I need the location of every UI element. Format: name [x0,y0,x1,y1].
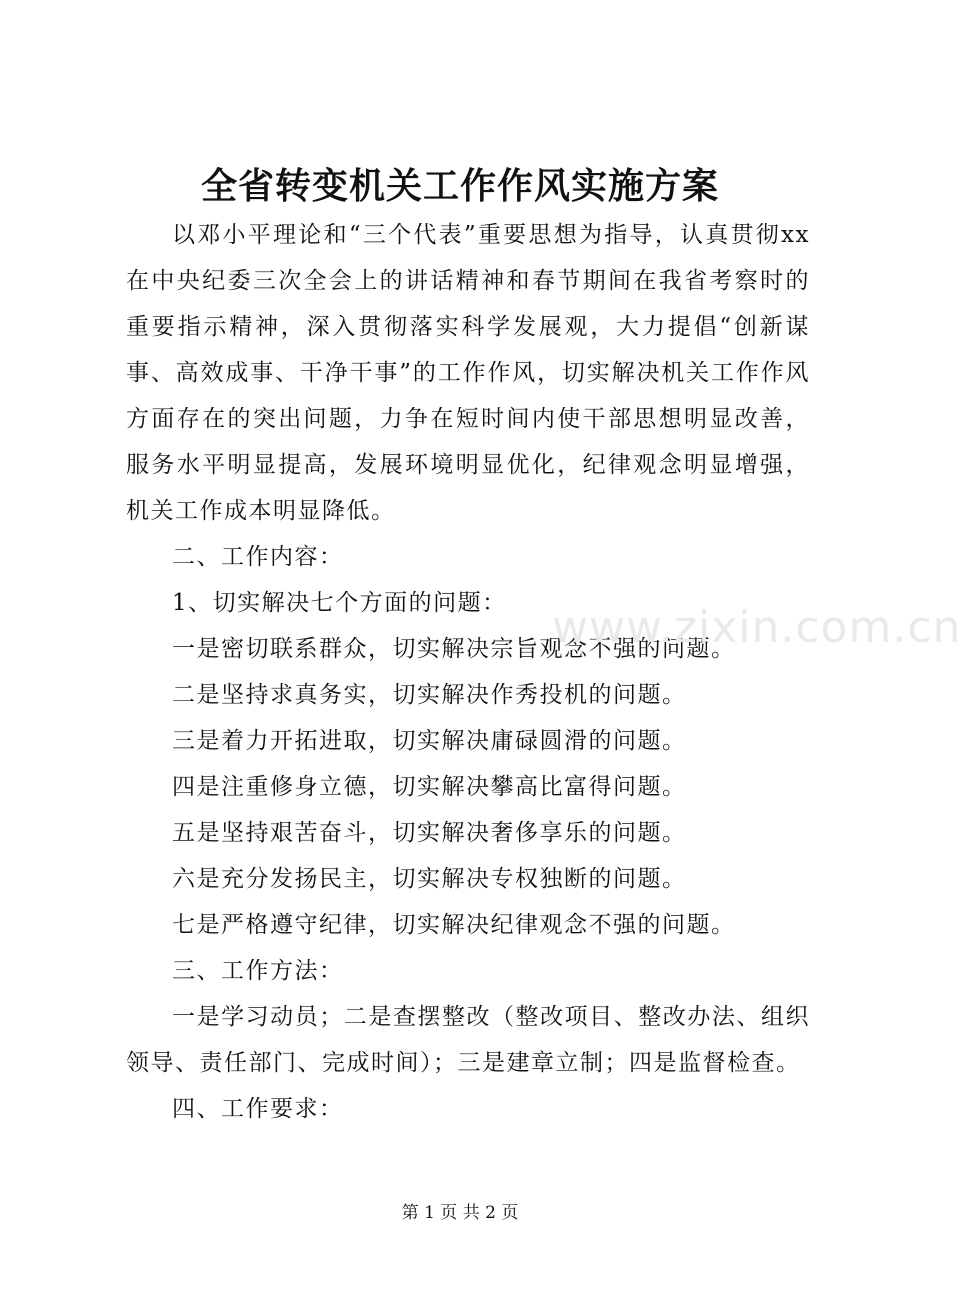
list-item: 七是严格遵守纪律，切实解决纪律观念不强的问题。 [172,912,736,938]
list-item: 二是坚持求真务实，切实解决作秀投机的问题。 [172,682,687,708]
document-title: 全省转变机关工作作风实施方案 [200,165,719,207]
document-body [126,212,810,1132]
list-item: 三是着力开拓进取，切实解决庸碌圆滑的问题。 [172,728,687,754]
section-heading-work-content: 二、工作内容： [172,544,344,570]
intro-paragraph: 以邓小平理论和“三个代表”重要思想为指导，认真贯彻xx在中央纪委三次全会上的讲话精神和春节期间在我省考察时的重要指示精神，深入贯彻落实科学发展观，大力提倡“创新谋事、高效成事、干净干事”的工作作风，切实解决机关工作作风方面存在的突出问题，力争在短时间内使干部思想明显改善，服务水平明显提高，发展环境明显优化，纪律观念明显增强，机关工作成本明显降低。 [126,222,810,524]
list-item: 五是坚持艰苦奋斗，切实解决奢侈享乐的问题。 [172,820,687,846]
method-paragraph: 一是学习动员；二是查摆整改（整改项目、整改办法、组织领导、责任部门、完成时间）；三是建章立制；四是监督检查。 [126,1004,810,1076]
list-item: 六是充分发扬民主，切实解决专权独断的问题。 [172,866,687,892]
section-heading-work-method: 三、工作方法： [172,958,344,984]
list-item: 一是密切联系群众，切实解决宗旨观念不强的问题。 [172,636,736,662]
watermark: www.zixin.com.cn [552,602,961,653]
page-footer: 第 1 页 共 2 页 [401,1203,519,1223]
list-item: 四是注重修身立德，切实解决攀高比富得问题。 [172,774,687,800]
list-item: 1、切实解决七个方面的问题： [172,590,507,616]
section-heading-work-requirements: 四、工作要求： [172,1096,344,1122]
